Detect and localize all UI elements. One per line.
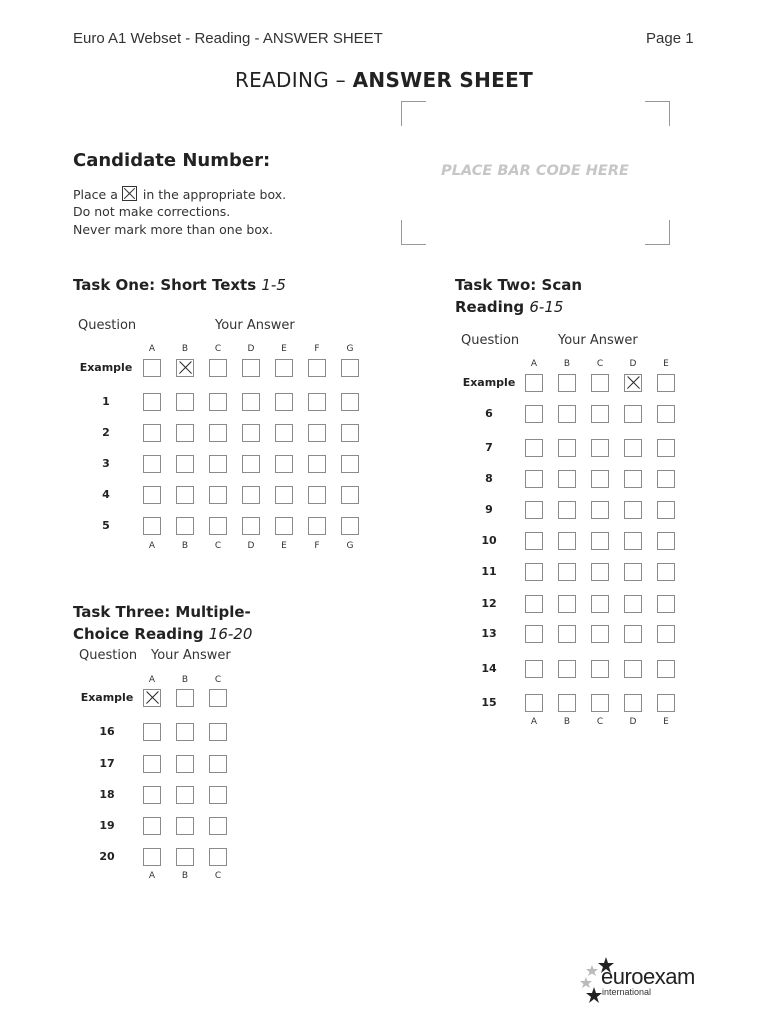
task2-answer-box-15-a[interactable] xyxy=(525,694,543,712)
task2-row-label: 8 xyxy=(485,472,493,485)
task2-answer-box-11-e[interactable] xyxy=(657,563,675,581)
task1-column-letter-top-d: D xyxy=(247,344,255,354)
task3-row-label: 19 xyxy=(99,819,115,832)
logo-subtitle: international xyxy=(602,987,652,997)
task1-column-letter-top-b: B xyxy=(181,344,189,354)
task1-answer-box-1-e[interactable] xyxy=(275,393,293,411)
task1-answer-box-5-d[interactable] xyxy=(242,517,260,535)
task2-answer-box-10-a[interactable] xyxy=(525,532,543,550)
task2-answer-box-12-c[interactable] xyxy=(591,595,609,613)
task2-column-letter-bottom-e: E xyxy=(663,717,669,727)
task1-answer-box-5-e[interactable] xyxy=(275,517,293,535)
task2-answer-box-8-e[interactable] xyxy=(657,470,675,488)
barcode-corner-br xyxy=(645,220,670,245)
task1-answer-box-4-c[interactable] xyxy=(209,486,227,504)
task3-answer-box-20-c[interactable] xyxy=(209,848,227,866)
task2-answer-box-example-b[interactable] xyxy=(558,374,576,392)
task2-answer-box-7-c[interactable] xyxy=(591,439,609,457)
task2-answer-header: Your Answer xyxy=(558,333,638,348)
instruction-line-2: Do not make corrections. xyxy=(73,204,231,219)
task3-title xyxy=(73,601,252,645)
barcode-corner-bl xyxy=(401,220,426,245)
task2-column-letter-top-b: B xyxy=(563,359,571,369)
task3-column-letter-bottom-a: A xyxy=(148,871,156,881)
task2-answer-box-15-e[interactable] xyxy=(657,694,675,712)
task1-answer-box-3-e[interactable] xyxy=(275,455,293,473)
task2-answer-box-6-e[interactable] xyxy=(657,405,675,423)
task1-answer-header: Your Answer xyxy=(215,318,295,333)
task3-answer-box-18-c[interactable] xyxy=(209,786,227,804)
task2-answer-box-6-a[interactable] xyxy=(525,405,543,423)
task2-answer-box-7-d[interactable] xyxy=(624,439,642,457)
task1-answer-box-example-a[interactable] xyxy=(143,359,161,377)
task3-column-letter-top-a: A xyxy=(148,675,156,685)
title-normal: READING – xyxy=(234,68,353,92)
task2-answer-box-example-c[interactable] xyxy=(591,374,609,392)
barcode-corner-tl xyxy=(401,101,426,126)
task2-title-line2 xyxy=(455,296,582,318)
task2-range: 6-15 xyxy=(529,298,564,316)
task3-column-letter-top-b: B xyxy=(181,675,189,685)
task2-answer-box-12-d[interactable] xyxy=(624,595,642,613)
task3-row-label: 20 xyxy=(99,850,115,863)
task1-title xyxy=(73,274,286,296)
task1-range: 1-5 xyxy=(261,276,286,294)
task3-answer-box-16-b[interactable] xyxy=(176,723,194,741)
task1-answer-box-5-f[interactable] xyxy=(308,517,326,535)
task2-answer-box-10-b[interactable] xyxy=(558,532,576,550)
task2-answer-box-10-d[interactable] xyxy=(624,532,642,550)
task3-answer-box-example-a[interactable] xyxy=(143,689,161,707)
task2-column-letter-bottom-b: B xyxy=(563,717,571,727)
task1-column-letter-top-a: A xyxy=(148,344,156,354)
task3-answer-box-20-b[interactable] xyxy=(176,848,194,866)
task3-title-line2 xyxy=(73,623,252,645)
task2-answer-box-11-b[interactable] xyxy=(558,563,576,581)
task1-column-letter-top-f: F xyxy=(314,344,320,354)
task2-answer-box-6-d[interactable] xyxy=(624,405,642,423)
task1-answer-box-5-b[interactable] xyxy=(176,517,194,535)
task2-answer-box-14-b[interactable] xyxy=(558,660,576,678)
task3-row-label: Example xyxy=(80,691,134,704)
instruction-pre: Place a xyxy=(73,187,118,202)
task2-answer-box-13-e[interactable] xyxy=(657,625,675,643)
instruction-line-1 xyxy=(73,186,286,202)
task2-answer-box-8-c[interactable] xyxy=(591,470,609,488)
task1-answer-box-1-d[interactable] xyxy=(242,393,260,411)
task1-answer-box-example-g[interactable] xyxy=(341,359,359,377)
task1-answer-box-2-a[interactable] xyxy=(143,424,161,442)
task1-answer-box-4-a[interactable] xyxy=(143,486,161,504)
task1-answer-box-3-b[interactable] xyxy=(176,455,194,473)
task1-title-text: Task One: Short Texts xyxy=(73,276,262,294)
task1-column-letter-bottom-a: A xyxy=(148,541,156,551)
task3-answer-box-17-c[interactable] xyxy=(209,755,227,773)
task2-title-text: Reading xyxy=(455,298,530,316)
task1-answer-box-1-b[interactable] xyxy=(176,393,194,411)
task1-row-label: 3 xyxy=(102,457,110,470)
task1-column-letter-bottom-c: C xyxy=(214,541,222,551)
task2-column-letter-top-d: D xyxy=(629,359,637,369)
instruction-line-3: Never mark more than one box. xyxy=(73,222,273,237)
task2-answer-box-10-c[interactable] xyxy=(591,532,609,550)
task3-answer-box-19-c[interactable] xyxy=(209,817,227,835)
euroexam-logo xyxy=(578,953,698,1003)
task1-answer-box-example-e[interactable] xyxy=(275,359,293,377)
task1-answer-box-2-c[interactable] xyxy=(209,424,227,442)
task1-answer-box-2-d[interactable] xyxy=(242,424,260,442)
task2-answer-box-8-d[interactable] xyxy=(624,470,642,488)
task1-answer-box-2-b[interactable] xyxy=(176,424,194,442)
task3-column-letter-bottom-c: C xyxy=(214,871,222,881)
task1-column-letter-top-c: C xyxy=(214,344,222,354)
task2-answer-box-14-e[interactable] xyxy=(657,660,675,678)
task1-answer-box-4-g[interactable] xyxy=(341,486,359,504)
task1-column-letter-bottom-b: B xyxy=(181,541,189,551)
task2-row-label: 7 xyxy=(485,441,493,454)
task3-answer-box-20-a[interactable] xyxy=(143,848,161,866)
task2-answer-box-13-c[interactable] xyxy=(591,625,609,643)
task3-question-header: Question xyxy=(79,648,138,663)
task2-answer-box-13-b[interactable] xyxy=(558,625,576,643)
task1-row-label: 5 xyxy=(102,519,110,532)
candidate-number-label: Candidate Number: xyxy=(73,150,271,171)
task2-answer-box-14-d[interactable] xyxy=(624,660,642,678)
task2-answer-box-example-e[interactable] xyxy=(657,374,675,392)
task2-answer-box-12-b[interactable] xyxy=(558,595,576,613)
task1-row-label: 1 xyxy=(102,395,110,408)
title-bold: ANSWER SHEET xyxy=(352,68,534,92)
task3-row-label: 18 xyxy=(99,788,115,801)
task1-column-letter-bottom-d: D xyxy=(247,541,255,551)
task2-answer-box-11-a[interactable] xyxy=(525,563,543,581)
page-header-title: Euro A1 Webset - Reading - ANSWER SHEET xyxy=(73,30,383,47)
task3-range: 16-20 xyxy=(208,625,253,643)
task3-row-label: 17 xyxy=(99,757,115,770)
task2-answer-box-13-a[interactable] xyxy=(525,625,543,643)
task1-answer-box-2-f[interactable] xyxy=(308,424,326,442)
task1-answer-box-4-b[interactable] xyxy=(176,486,194,504)
task2-column-letter-top-e: E xyxy=(663,359,669,369)
page-number: Page 1 xyxy=(646,30,694,47)
task3-answer-box-18-a[interactable] xyxy=(143,786,161,804)
task1-column-letter-bottom-g: G xyxy=(346,541,354,551)
task2-answer-box-8-b[interactable] xyxy=(558,470,576,488)
task3-answer-box-16-a[interactable] xyxy=(143,723,161,741)
task2-answer-box-15-b[interactable] xyxy=(558,694,576,712)
task2-answer-box-9-e[interactable] xyxy=(657,501,675,519)
task1-answer-box-1-a[interactable] xyxy=(143,393,161,411)
task1-answer-box-4-d[interactable] xyxy=(242,486,260,504)
task3-answer-box-19-a[interactable] xyxy=(143,817,161,835)
task3-answer-box-16-c[interactable] xyxy=(209,723,227,741)
task2-title xyxy=(455,274,582,318)
task1-answer-box-3-f[interactable] xyxy=(308,455,326,473)
task1-answer-box-5-g[interactable] xyxy=(341,517,359,535)
task1-column-letter-bottom-e: E xyxy=(281,541,287,551)
task1-answer-box-3-a[interactable] xyxy=(143,455,161,473)
task3-answer-box-example-c[interactable] xyxy=(209,689,227,707)
task2-answer-box-7-a[interactable] xyxy=(525,439,543,457)
task2-column-letter-top-c: C xyxy=(596,359,604,369)
task3-column-letter-bottom-b: B xyxy=(181,871,189,881)
page-title xyxy=(0,68,768,92)
task3-answer-box-17-a[interactable] xyxy=(143,755,161,773)
task2-row-label: 11 xyxy=(481,565,497,578)
task2-answer-box-13-d[interactable] xyxy=(624,625,642,643)
task1-row-label: 2 xyxy=(102,426,110,439)
task1-row-label: Example xyxy=(79,361,133,374)
task2-answer-box-10-e[interactable] xyxy=(657,532,675,550)
task1-column-letter-bottom-f: F xyxy=(314,541,320,551)
task2-row-label: 9 xyxy=(485,503,493,516)
instruction-post: in the appropriate box. xyxy=(142,187,287,202)
task2-answer-box-7-b[interactable] xyxy=(558,439,576,457)
task1-answer-box-example-b[interactable] xyxy=(176,359,194,377)
task2-answer-box-9-b[interactable] xyxy=(558,501,576,519)
task1-answer-box-5-c[interactable] xyxy=(209,517,227,535)
task2-answer-box-12-a[interactable] xyxy=(525,595,543,613)
task2-row-label: 12 xyxy=(481,597,497,610)
task1-answer-box-example-d[interactable] xyxy=(242,359,260,377)
task2-answer-box-9-d[interactable] xyxy=(624,501,642,519)
task1-column-letter-top-g: G xyxy=(346,344,354,354)
task1-row-label: 4 xyxy=(102,488,110,501)
task1-answer-box-1-c[interactable] xyxy=(209,393,227,411)
task2-row-label: 10 xyxy=(481,534,497,547)
task2-answer-box-6-b[interactable] xyxy=(558,405,576,423)
task2-question-header: Question xyxy=(461,333,520,348)
task1-answer-box-3-d[interactable] xyxy=(242,455,260,473)
task2-row-label: 14 xyxy=(481,662,497,675)
task2-answer-box-example-a[interactable] xyxy=(525,374,543,392)
task2-column-letter-top-a: A xyxy=(530,359,538,369)
barcode-corner-tr xyxy=(645,101,670,126)
task3-answer-box-17-b[interactable] xyxy=(176,755,194,773)
task3-column-letter-top-c: C xyxy=(214,675,222,685)
task1-answer-box-example-f[interactable] xyxy=(308,359,326,377)
task2-answer-box-15-d[interactable] xyxy=(624,694,642,712)
task2-answer-box-15-c[interactable] xyxy=(591,694,609,712)
task2-row-label: 15 xyxy=(481,696,497,709)
task1-answer-box-3-c[interactable] xyxy=(209,455,227,473)
task1-answer-box-1-g[interactable] xyxy=(341,393,359,411)
task2-row-label: 6 xyxy=(485,407,493,420)
task1-answer-box-4-e[interactable] xyxy=(275,486,293,504)
task2-answer-box-12-e[interactable] xyxy=(657,595,675,613)
task2-answer-box-14-a[interactable] xyxy=(525,660,543,678)
task3-row-label: 16 xyxy=(99,725,115,738)
task2-answer-box-8-a[interactable] xyxy=(525,470,543,488)
task3-answer-box-18-b[interactable] xyxy=(176,786,194,804)
task2-row-label: Example xyxy=(462,376,516,389)
task1-question-header: Question xyxy=(78,318,137,333)
barcode-placeholder: PLACE BAR CODE HERE xyxy=(441,163,629,179)
task1-answer-box-3-g[interactable] xyxy=(341,455,359,473)
task3-title-text: Choice Reading xyxy=(73,625,209,643)
task1-answer-box-example-c[interactable] xyxy=(209,359,227,377)
task1-answer-box-1-f[interactable] xyxy=(308,393,326,411)
task2-answer-box-example-d[interactable] xyxy=(624,374,642,392)
task3-answer-box-19-b[interactable] xyxy=(176,817,194,835)
task1-answer-box-2-e[interactable] xyxy=(275,424,293,442)
task1-answer-box-2-g[interactable] xyxy=(341,424,359,442)
task1-column-letter-top-e: E xyxy=(281,344,287,354)
task3-answer-box-example-b[interactable] xyxy=(176,689,194,707)
task2-column-letter-bottom-d: D xyxy=(629,717,637,727)
task2-column-letter-bottom-a: A xyxy=(530,717,538,727)
task2-answer-box-11-d[interactable] xyxy=(624,563,642,581)
task2-title-line1: Task Two: Scan xyxy=(455,276,583,294)
cross-box-icon xyxy=(122,186,137,201)
task2-answer-box-9-a[interactable] xyxy=(525,501,543,519)
task3-answer-header: Your Answer xyxy=(151,648,231,663)
task1-answer-box-5-a[interactable] xyxy=(143,517,161,535)
task2-column-letter-bottom-c: C xyxy=(596,717,604,727)
task1-answer-box-4-f[interactable] xyxy=(308,486,326,504)
task2-answer-box-7-e[interactable] xyxy=(657,439,675,457)
logo-name: euroexam xyxy=(601,964,695,989)
task3-title-line1: Task Three: Multiple- xyxy=(73,603,251,621)
task2-answer-box-11-c[interactable] xyxy=(591,563,609,581)
task2-answer-box-14-c[interactable] xyxy=(591,660,609,678)
task2-row-label: 13 xyxy=(481,627,497,640)
task2-answer-box-6-c[interactable] xyxy=(591,405,609,423)
task2-answer-box-9-c[interactable] xyxy=(591,501,609,519)
